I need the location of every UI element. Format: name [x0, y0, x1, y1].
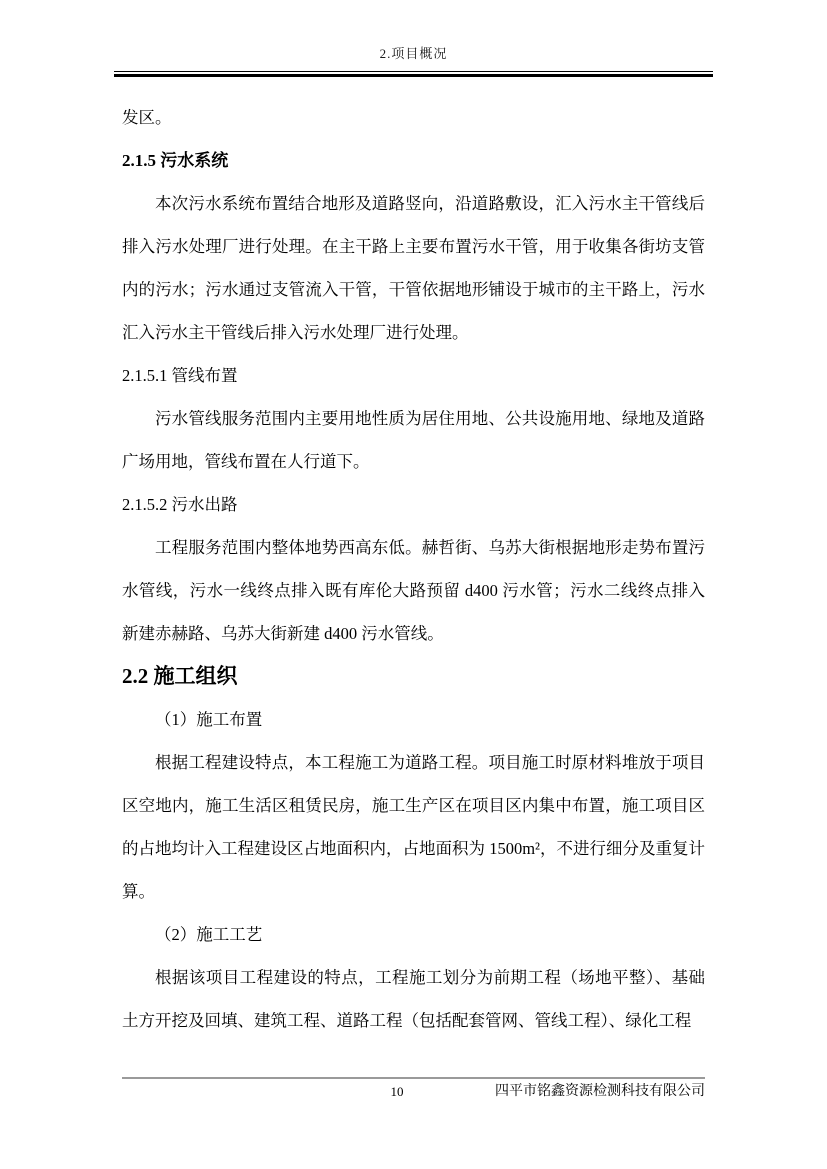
- footer-page-number: 10: [390, 1084, 404, 1099]
- subsection-heading-2-1-5-1: 2.1.5.1 管线布置: [122, 366, 238, 385]
- header-rule-thick: [114, 74, 713, 77]
- subitem-1-heading: （1）施工布置: [155, 710, 263, 729]
- page-header-title: 2.项目概况: [379, 46, 448, 61]
- header-double-rule: [114, 71, 713, 77]
- footer-company: 四平市铭鑫资源检测科技有限公司: [495, 1084, 705, 1099]
- subitem-2-heading: （2）施工工艺: [155, 925, 263, 944]
- section-heading-2-2: 2.2 施工组织: [122, 664, 238, 688]
- paragraph-sewage-outlet: 工程服务范围内整体地势西高东低。赫哲街、乌苏大街根据地形走势布置污水管线，污水一线终点排入既有库伦大路预留 d400 污水管；污水二线终点排入新建赤赫路、乌苏大街新建 d400 污水管线。: [122, 538, 705, 643]
- paragraph-construction-process: 根据该项目工程建设的特点，工程施工划分为前期工程（场地平整）、基础土方开挖及回填、建筑工程、道路工程（包括配套管网、管线工程）、绿化工程: [122, 968, 705, 1030]
- subsection-heading-2-1-5-2: 2.1.5.2 污水出路: [122, 495, 238, 514]
- footer-rule: [122, 1077, 705, 1079]
- section-heading-2-1-5: 2.1.5 污水系统: [122, 151, 229, 170]
- paragraph-pipeline-layout: 污水管线服务范围内主要用地性质为居住用地、公共设施用地、绿地及道路广场用地，管线布置在人行道下。: [122, 409, 705, 471]
- content-area: [122, 96, 705, 1042]
- paragraph-construction-layout: 根据工程建设特点，本工程施工为道路工程。项目施工时原材料堆放于项目区空地内，施工生活区租赁民房，施工生产区在项目区内集中布置，施工项目区的占地均计入工程建设区占地面积内，占地面积为 1500m²，不进行细分及重复计算。: [122, 753, 705, 901]
- paragraph-sewage-system: 本次污水系统布置结合地形及道路竖向，沿道路敷设，汇入污水主干管线后排入污水处理厂进行处理。在主干路上主要布置污水干管，用于收集各街坊支管内的污水；污水通过支管流入干管，干管依据地形铺设于城市的主干路上，污水汇入污水主干管线后排入污水处理厂进行处理。: [122, 194, 705, 342]
- continuation-text: 发区。: [122, 108, 172, 127]
